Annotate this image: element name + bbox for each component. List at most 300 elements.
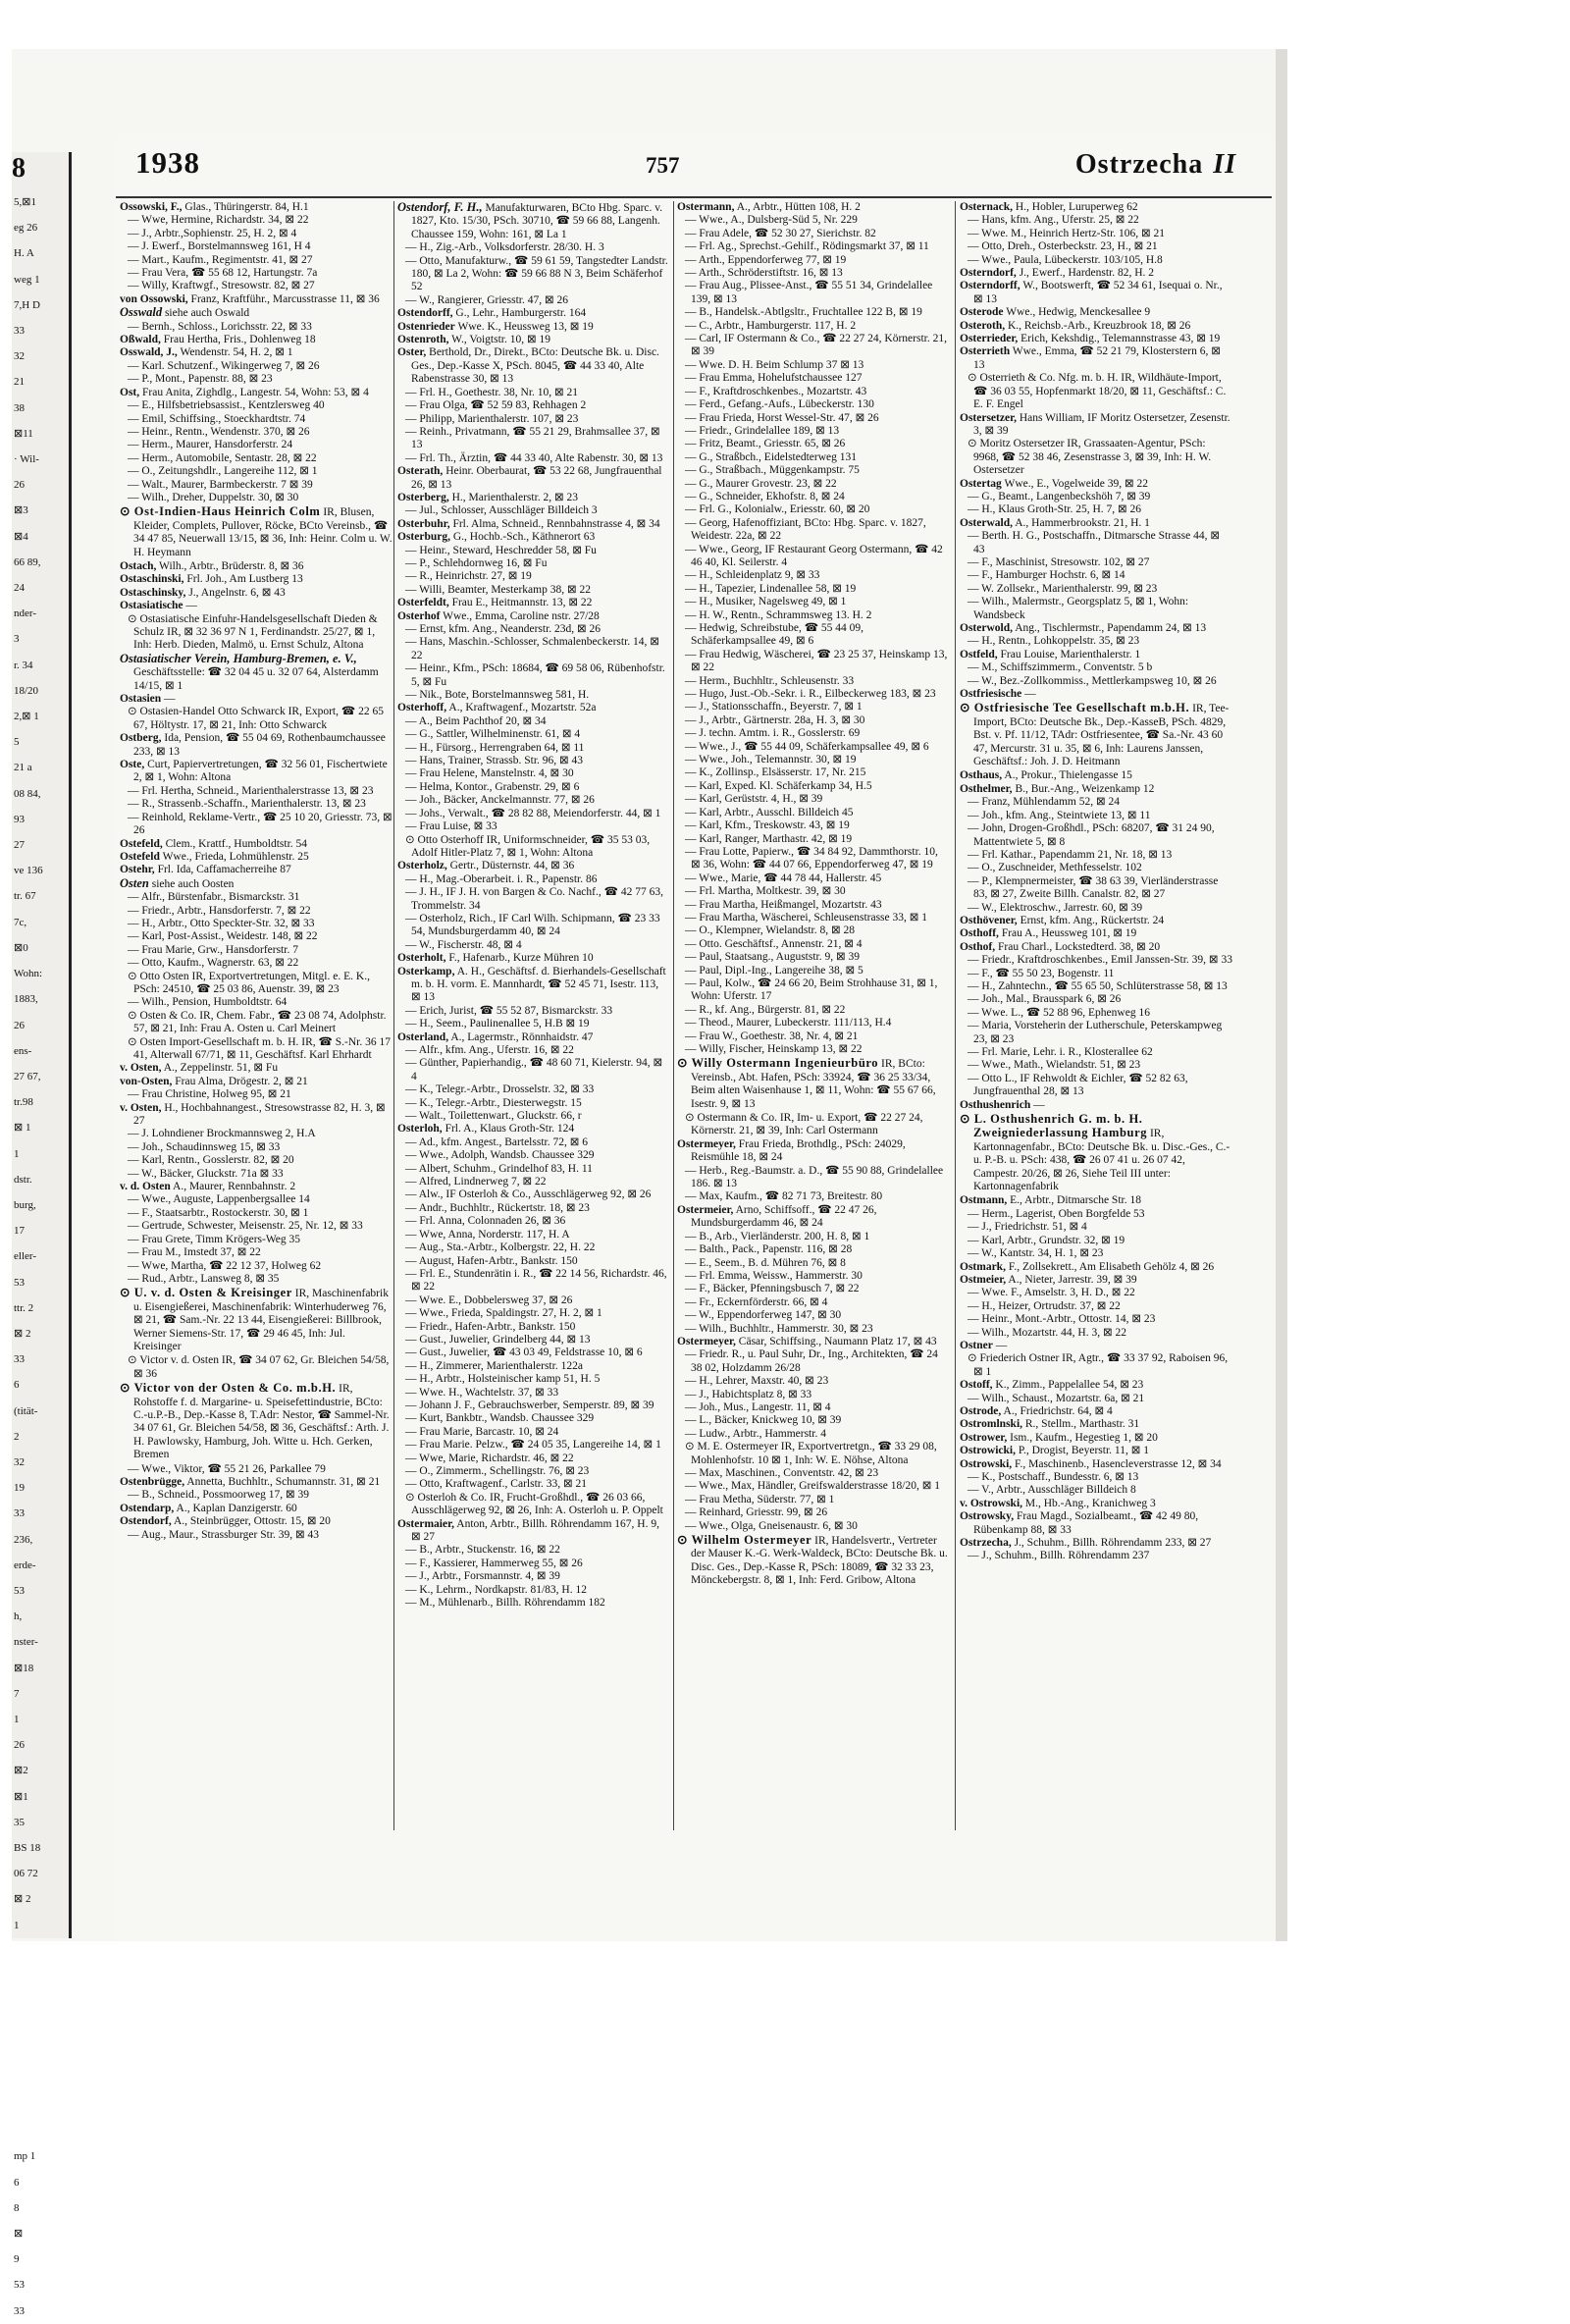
entry-detail: — Theod., Maurer, Lubeckerstr. 111/113, H.4 (685, 1017, 892, 1030)
directory-entry (120, 1463, 392, 1476)
directory-entry (397, 557, 670, 570)
entry-name: Ostrower, (960, 1431, 1008, 1444)
entry-name: Osthof, (960, 940, 996, 953)
entry-name: Ostendorf, (120, 1515, 172, 1528)
entry-detail: — J., Arbtr., Gärtnerstr. 28a, H. 3, ⊠ 30 (685, 713, 865, 726)
directory-entry (120, 864, 392, 876)
entry-detail: — Johs., Verwalt., ☎ 28 82 88, Meiendorferstr. 44, ⊠ 1 (405, 807, 661, 819)
facing-page-fragment: 35 (14, 1816, 25, 1828)
entry-detail: — Fritz, Beamt., Griesstr. 65, ⊠ 26 (685, 438, 846, 450)
directory-entry (397, 307, 670, 320)
entry-detail: Wwe., Frieda, Lohmühlenstr. 25 (162, 850, 309, 863)
entry-detail: — Otto, Kraftwagenf., Carlstr. 33, ⊠ 21 (405, 1478, 587, 1491)
directory-entry (960, 862, 1232, 874)
directory-entry (960, 1498, 1232, 1510)
entry-detail: — H., Mag.-Oberarbeit. i. R., Papenstr. 86 (405, 872, 598, 885)
directory-entry (397, 1057, 670, 1083)
directory-entry (397, 387, 670, 399)
page-number: 757 (646, 153, 680, 178)
facing-page-fragment: mp 1 (14, 2150, 36, 2163)
directory-entry (960, 306, 1232, 319)
facing-page-fragment: 7 (14, 1687, 20, 1700)
directory-entry (397, 702, 670, 714)
directory-entry (677, 688, 950, 701)
facing-page-fragment: 1 (14, 1713, 20, 1725)
entry-detail: — Frau Adele, ☎ 52 30 27, Sierichstr. 82 (685, 227, 876, 239)
entry-detail: — Frau Grete, Timm Krögers-Weg 35 (128, 1233, 301, 1245)
facing-page-fragment: 21 a (14, 762, 32, 774)
entry-detail: — Hans, Maschin.-Schlosser, Schmalenbeckerstr. 14, ⊠ 22 (405, 636, 659, 661)
entry-detail: — B., Arb., Vierländerstr. 200, H. 8, ⊠ 1 (685, 1230, 870, 1242)
entry-detail: Wwe., Emma, ☎ 52 21 79, Klosterstern 6, ⊠ 13 (973, 345, 1221, 371)
entry-detail: Frau Frieda, Brothdlg., PSch: 24029, Reismühle 18, ⊠ 24 (691, 1137, 906, 1164)
entry-detail: — J. Lohndiener Brockmannsweg 2, H.A (128, 1128, 316, 1140)
facing-page-fragment: H. A (14, 247, 34, 260)
directory-entry (960, 1471, 1232, 1484)
directory-entry (120, 957, 392, 970)
directory-entry (677, 386, 950, 398)
entry-detail: — Walt., Maurer, Barmbeckerstr. 7 ⊠ 39 (128, 478, 313, 491)
entry-name: Ostermeyer, (677, 1137, 736, 1150)
entry-name: Ostberg, (120, 732, 162, 745)
entry-detail: — O., Zeitungshdlr., Langereihe 112, ⊠ 1 (128, 465, 318, 478)
entry-detail: — P., Mont., Papenstr. 88, ⊠ 23 (128, 373, 273, 386)
entry-name: Osteroth, (960, 319, 1006, 332)
directory-entry (960, 1550, 1232, 1562)
directory-entry (120, 1193, 392, 1206)
entry-detail: Ang., Tischlermstr., Papendamm 24, ⊠ 13 (1015, 622, 1207, 634)
directory-entry (397, 1149, 670, 1162)
entry-detail: — Frau Emma, Hohelufstchaussee 127 (685, 372, 863, 385)
directory-entry (120, 1529, 392, 1542)
directory-entry (960, 769, 1232, 782)
entry-detail: — Frau Marie, Barcastr. 10, ⊠ 24 (405, 1425, 559, 1438)
entry-detail: Heinr. Oberbaurat, ☎ 53 22 68, Jungfrauenthal 26, ⊠ 13 (411, 465, 662, 491)
firm-entry (120, 505, 392, 559)
directory-entry (397, 636, 670, 662)
directory-entry (397, 1452, 670, 1465)
directory-entry (120, 1181, 392, 1193)
facing-page-fragment: ens- (14, 1044, 32, 1057)
entry-detail: Erich, Kekshdig., Telemannstrasse 43, ⊠ 19 (1020, 333, 1221, 345)
entry-detail: — Frl. Martha, Moltkestr. 39, ⊠ 30 (685, 885, 846, 898)
entry-detail: — Otto, Kaufm., Wagnerstr. 63, ⊠ 22 (128, 957, 299, 970)
directory-entry (677, 1138, 950, 1165)
directory-entry (120, 1062, 392, 1075)
entry-name: Osterwold, (960, 622, 1013, 634)
entry-detail: — Alfred, Lindnerweg 7, ⊠ 22 (405, 1176, 547, 1188)
directory-entry (120, 306, 392, 320)
directory-entry (120, 930, 392, 943)
directory-entry (397, 1136, 670, 1149)
directory-entry (677, 1506, 950, 1519)
entry-detail: — Aug., Maur., Strassburger Str. 39, ⊠ 43 (128, 1528, 320, 1541)
facing-page-fragment: 18/20 (14, 684, 39, 697)
directory-entry (677, 1231, 950, 1243)
facing-page-fragment: erde- (14, 1558, 36, 1571)
entry-detail: Frau Alma, Drögestr. 2, ⊠ 21 (175, 1075, 308, 1087)
directory-entry (397, 1241, 670, 1254)
directory-entry (397, 662, 670, 689)
directory-entry (397, 913, 670, 939)
entry-detail: Ism., Kaufm., Hegestieg 1, ⊠ 20 (1010, 1431, 1158, 1444)
directory-entry (397, 1584, 670, 1597)
entry-name: ⊙ Ost-Indien-Haus Heinrich Colm (120, 504, 321, 519)
facing-page-fragment: eller- (14, 1250, 36, 1263)
entry-detail: — Wwe. E., Dobbelersweg 37, ⊠ 26 (405, 1294, 573, 1306)
entry-detail: Frau Louise, Marienthalerstr. 1 (1000, 648, 1141, 660)
entry-detail: — H., Zig.-Arb., Volksdorferstr. 28/30. H. 3 (405, 241, 604, 254)
entry-detail: — H., Rentn., Lohkoppelstr. 35, ⊠ 23 (968, 635, 1140, 648)
directory-entry (397, 860, 670, 872)
entry-detail: — V., Arbtr., Ausschläger Billdeich 8 (968, 1484, 1136, 1497)
directory-entry (397, 1018, 670, 1030)
directory-entry (120, 1354, 392, 1381)
entry-detail: — Herm., Lagerist, Oben Borgfelde 53 (968, 1207, 1145, 1220)
entry-detail: ⊙ Moritz Ostersetzer IR, Grassaaten-Agentur, PSch: 9968, ☎ 52 38 46, Zesenstrasse 3, ⊠ 39, Inh: H. W. Ostersetzer (968, 438, 1212, 477)
directory-entry (677, 951, 950, 964)
entry-detail: — K., Telegr.-Arbtr., Drosselstr. 32, ⊠ 33 (405, 1083, 595, 1096)
directory-entry (677, 412, 950, 425)
entry-detail: — F., Kraftdroschkenbes., Mozartstr. 43 (685, 385, 867, 397)
directory-entry (120, 439, 392, 451)
entry-detail: — Joh., Mal., Brausspark 6, ⊠ 26 (968, 993, 1122, 1006)
entry-detail: — Joh., Mus., Langestr. 11, ⊠ 4 (685, 1400, 831, 1413)
entry-detail: — Herm., Maurer, Hansdorferstr. 24 (128, 439, 293, 451)
directory-entry (120, 346, 392, 359)
entry-name: Ostenroth, (397, 334, 449, 346)
entry-detail: — R., Strassenb.-Schaffn., Marienthalerstr. 13, ⊠ 23 (128, 798, 366, 811)
directory-entry (960, 941, 1232, 954)
entry-detail: — Alfr., kfm. Ang., Uferstr. 16, ⊠ 22 (405, 1044, 574, 1056)
directory-entry (960, 1208, 1232, 1221)
directory-entry (120, 1010, 392, 1036)
entry-name: Ostermann, (677, 201, 735, 213)
entry-name: Ostersetzer, (960, 411, 1017, 424)
directory-entry (397, 452, 670, 465)
directory-entry (677, 517, 950, 544)
entry-detail: — Hans, Trainer, Strassb. Str. 96, ⊠ 43 (405, 755, 584, 767)
facing-page-fragment: 3 (14, 633, 20, 646)
directory-entry (397, 426, 670, 452)
directory-entry (677, 649, 950, 675)
entry-detail: — Karl, Post-Assist., Weidestr. 148, ⊠ 22 (128, 930, 318, 943)
directory-column-4 (960, 201, 1232, 1830)
entry-name: Ostasiatische (120, 600, 183, 612)
directory-entry (960, 1287, 1232, 1299)
directory-entry (960, 927, 1232, 940)
entry-detail: — G., Beamt., Langenbeckshöh 7, ⊠ 39 (968, 490, 1151, 502)
directory-entry (120, 1273, 392, 1286)
directory-entry (120, 201, 392, 214)
directory-entry (397, 1163, 670, 1176)
directory-entry (397, 873, 670, 886)
directory-entry (677, 701, 950, 713)
directory-entry (960, 1235, 1232, 1247)
entry-detail: — Friedr., Hafen-Arbtr., Bankstr. 150 (405, 1320, 576, 1333)
directory-entry (677, 1283, 950, 1295)
entry-detail: — P., Schlehdornweg 16, ⊠ Fu (405, 556, 548, 569)
directory-entry (960, 968, 1232, 980)
entry-detail: — Karl, Arbtr., Grundstr. 32, ⊠ 19 (968, 1234, 1125, 1246)
directory-entry (677, 819, 950, 832)
directory-entry (960, 556, 1232, 569)
directory-entry (120, 280, 392, 292)
directory-entry (960, 675, 1232, 688)
entry-detail: — Andr., Buchhltr., Rückertstr. 18, ⊠ 23 (405, 1201, 590, 1214)
entry-name: Ostasien (120, 693, 162, 706)
facing-page-fragment: 7,H D (14, 298, 40, 311)
entry-detail: — Wwe. L., ☎ 52 88 96, Ephenweg 16 (968, 1006, 1150, 1019)
entry-name: Osthövener, (960, 914, 1018, 926)
directory-entry (397, 518, 670, 531)
directory-entry (677, 1190, 950, 1203)
entry-detail: — B., Arbtr., Stuckenstr. 16, ⊠ 22 (405, 1544, 560, 1557)
entry-detail: Ida, Pension, ☎ 55 04 69, Rothenbaumchaussee 233, ⊠ 13 (133, 732, 386, 758)
directory-entry (397, 504, 670, 517)
entry-detail: Arno, Schiffsoff., ☎ 22 47 26, Mundsburgerdamm 46, ⊠ 24 (691, 1203, 877, 1230)
entry-detail: — Frl. Hertha, Schneid., Marienthalerstrasse 13, ⊠ 23 (128, 784, 374, 797)
entry-detail: — R., Heinrichstr. 27, ⊠ 19 (405, 570, 532, 583)
directory-entry (120, 838, 392, 851)
directory-entry (960, 1247, 1232, 1260)
directory-entry (677, 1520, 950, 1533)
entry-detail: ⊙ Friederich Ostner IR, Agtr., ☎ 33 37 92, Raboisen 96, ⊠ 1 (968, 1352, 1229, 1378)
volume-number: II (1213, 149, 1236, 180)
directory-entry (397, 1478, 670, 1491)
entry-name: Ostmann, (960, 1194, 1008, 1207)
entry-detail: — Wilh., Mozartstr. 44, H. 3, ⊠ 22 (968, 1326, 1126, 1339)
directory-entry (397, 610, 670, 623)
header-rule (116, 196, 1272, 198)
entry-detail: — Joh., kfm. Ang., Steintwiete 13, ⊠ 11 (968, 809, 1151, 821)
directory-entry (677, 478, 950, 491)
facing-page-fragment: 26 (14, 479, 25, 492)
directory-entry (677, 398, 950, 411)
entry-detail: — H., Heizer, Ortrudstr. 37, ⊠ 22 (968, 1299, 1121, 1312)
directory-entry (677, 1204, 950, 1231)
directory-entry (677, 1112, 950, 1138)
entry-detail: — Heinr., Rentn., Wendenstr. 370, ⊠ 26 (128, 425, 310, 438)
directory-entry (397, 531, 670, 544)
directory-entry (397, 1110, 670, 1123)
entry-detail: — (1024, 688, 1036, 701)
facing-page-fragment: 53 (14, 2279, 25, 2292)
directory-entry (677, 609, 950, 622)
page-header (116, 145, 1276, 185)
entry-name: Ostrowski, (960, 1457, 1013, 1470)
entry-detail: — Karl, Exped. Kl. Schäferkamp 34, H.5 (685, 779, 872, 792)
entry-name: v. d. Osten (120, 1181, 171, 1193)
facing-page-fragment: 19 (14, 1482, 25, 1495)
directory-entry (397, 1387, 670, 1400)
entry-detail: — Frau Vera, ☎ 55 68 12, Hartungstr. 7a (128, 267, 318, 280)
entry-detail: — H., Seem., Paulinenallee 5, H.B ⊠ 19 (405, 1018, 590, 1030)
directory-entry (120, 492, 392, 504)
directory-entry (677, 267, 950, 280)
directory-entry (397, 1373, 670, 1386)
directory-entry (397, 808, 670, 820)
entry-detail: — P., Klempnermeister, ☎ 38 63 39, Vierländerstrasse 83, ⊠ 27, Zweite Billh. Canalstr. 82, ⊠ 27 (968, 874, 1219, 901)
entry-detail: IR, Handelsvertr., Vertreter der Mauser K.-G. Werk-Waldeck, BCto: Deutsche Bk. u. Disc. Ges., Dep.-Kasse R, PSch: 18089, ☎ 32 33 23, Mönckebergstr. 8, ⊠ 1, Inh: Ferd. Gribow, Altona (691, 1535, 948, 1587)
directory-entry (397, 1031, 670, 1044)
directory-entry (677, 977, 950, 1004)
directory-entry (677, 1043, 950, 1056)
directory-entry (120, 905, 392, 918)
entry-detail: — Frau Metha, Süderstr. 77, ⊠ 1 (685, 1493, 835, 1505)
directory-entry (960, 240, 1232, 253)
directory-entry (120, 240, 392, 253)
facing-page-fragment: · Wil- (14, 453, 39, 466)
entry-detail: — Carl, IF Ostermann & Co., ☎ 22 27 24, Körnerstr. 21, ⊠ 39 (685, 333, 947, 358)
column-rule (393, 201, 394, 1830)
facing-page-fragment: BS 18 (14, 1842, 41, 1854)
directory-entry (677, 1004, 950, 1017)
directory-entry (397, 715, 670, 728)
entry-name: Ostaschinski, (120, 573, 184, 586)
entry-detail: A., Kraftwagenf., Mozartstr. 52a (448, 702, 597, 714)
entry-detail: Glas., Thüringerstr. 84, H.1 (184, 201, 309, 213)
entry-detail: IR, Blusen, Kleider, Complets, Pullover, Röcke, BCto Vereinsb., ☎ 34 47 85, Neuerwall 13/15, ⊠ 36, Inh: Heinr. Colm u. W. H. Heymann (133, 506, 392, 558)
running-head (1075, 149, 1236, 181)
directory-entry (120, 560, 392, 573)
facing-page-fragment: 1 (14, 1919, 20, 1931)
directory-entry (397, 1268, 670, 1294)
entry-name: Oster, (397, 346, 427, 359)
entry-name: Osterfeldt, (397, 597, 449, 609)
directory-entry (960, 1313, 1232, 1326)
directory-entry (677, 807, 950, 819)
directory-entry (120, 413, 392, 426)
entry-detail: — Frau Marie. Pelzw., ☎ 24 05 35, Langereihe 14, ⊠ 1 (405, 1439, 661, 1452)
firm-entry (960, 1113, 1232, 1193)
entry-detail: — Wwe., A., Dulsberg-Süd 5, Nr. 229 (685, 214, 858, 227)
entry-detail: — O., Klempner, Wielandstr. 8, ⊠ 28 (685, 924, 855, 937)
entry-name: Osterode (960, 306, 1004, 319)
entry-detail: — Maria, Vorsteherin der Lutherschule, Peterskampweg 23, ⊠ 23 (968, 1020, 1223, 1045)
directory-entry (397, 767, 670, 780)
entry-detail: — Wilh., Dreher, Duppelstr. 30, ⊠ 30 (128, 491, 299, 503)
directory-entry (397, 755, 670, 767)
directory-entry (960, 267, 1232, 280)
entry-detail: — W., Rangierer, Griesstr. 47, ⊠ 26 (405, 293, 569, 306)
entry-detail: — August, Hafen-Arbtr., Bankstr. 150 (405, 1254, 578, 1267)
facing-page-fragment: 32 (14, 350, 25, 363)
facing-page-fragment: 27 (14, 839, 25, 852)
directory-entry (397, 1400, 670, 1412)
entry-detail: — Frl. Kathar., Papendamm 21, Nr. 18, ⊠ 13 (968, 848, 1173, 861)
facing-page-fragment: 24 (14, 582, 25, 595)
entry-detail: Frau A., Heussweg 101, ⊠ 19 (1001, 927, 1137, 940)
directory-entry (960, 320, 1232, 333)
entry-detail: A., Hammerbrookstr. 21, H. 1 (1015, 516, 1150, 529)
entry-detail: — Frl. Emma, Weissw., Hammerstr. 30 (685, 1269, 863, 1282)
directory-entry (397, 689, 670, 702)
scan-right-edge (1276, 49, 1287, 1943)
directory-entry (677, 1165, 950, 1191)
entry-detail: — Willy, Fischer, Heinskamp 13, ⊠ 22 (685, 1043, 863, 1055)
firm-entry (960, 702, 1232, 768)
entry-detail: — Heinr., Mont.-Arbtr., Ottostr. 14, ⊠ 23 (968, 1313, 1156, 1326)
entry-detail: — W., Fischerstr. 48, ⊠ 4 (405, 938, 522, 951)
directory-entry (960, 333, 1232, 345)
facing-page-fragment: 27 67, (14, 1070, 41, 1083)
facing-page-fragment: 53 (14, 1276, 25, 1289)
entry-detail: G., Lehr., Hamburgerstr. 164 (455, 307, 587, 320)
entry-detail: — Johann J. F., Gebrauchswerber, Semperstr. 89, ⊠ 39 (405, 1399, 654, 1411)
directory-entry (677, 451, 950, 464)
directory-entry (677, 1480, 950, 1493)
entry-detail: — Aug., Sta.-Arbtr., Kolbergstr. 22, H. 22 (405, 1241, 596, 1254)
entry-name: Ostefeld (120, 850, 160, 863)
entry-detail: — Frau Hedwig, Wäscherei, ☎ 23 25 37, Heinskamp 13, ⊠ 22 (685, 648, 948, 674)
directory-entry (397, 584, 670, 597)
entry-detail: — Emil, Schiffsing., Stoeckhardtstr. 74 (128, 412, 306, 425)
directory-entry (677, 872, 950, 885)
directory-entry (120, 693, 392, 706)
directory-entry (960, 796, 1232, 809)
entry-detail: — R., kf. Ang., Bürgerstr. 81, ⊠ 22 (685, 1003, 846, 1016)
entry-detail: — Wwe., Adolph, Wandsb. Chaussee 329 (405, 1149, 595, 1162)
facing-page-fragment: burg, (14, 1198, 36, 1211)
facing-page-fragment: 2,⊠ 1 (14, 711, 39, 723)
entry-detail: — Frl. E., Stundenrätin i. R., ☎ 22 14 56, Richardstr. 46, ⊠ 22 (405, 1267, 667, 1294)
directory-entry (960, 822, 1232, 849)
entry-name: Ostrowsky, (960, 1510, 1015, 1523)
entry-detail: — (1033, 1098, 1045, 1111)
entry-detail: — H. W., Rentn., Schrammsweg 13. H. 2 (685, 608, 872, 621)
entry-name: Ostenbrügge, (120, 1476, 185, 1488)
entry-name: Osterath, (397, 465, 444, 478)
entry-detail: — Friedr., Grindelallee 189, ⊠ 13 (685, 424, 840, 437)
entry-detail: — Friedr., Kraftdroschkenbes., Emil Janssen-Str. 39, ⊠ 33 (968, 954, 1232, 967)
entry-detail: Frl. Joh., Am Lustberg 13 (186, 573, 303, 586)
directory-entry (397, 1123, 670, 1136)
directory-entry (120, 399, 392, 412)
directory-entry (120, 1260, 392, 1273)
directory-entry (960, 569, 1232, 582)
directory-entry (677, 569, 950, 582)
entry-detail: ⊙ Ostasien-Handel Otto Schwarck IR, Export, ☎ 22 65 67, Höltystr. 17, ⊠ 21, Inh: Otto Schwarck (128, 706, 384, 731)
entry-detail: — Willi, Beamter, Mesterkamp 38, ⊠ 22 (405, 583, 591, 596)
entry-name: Ostrowicki, (960, 1445, 1016, 1457)
entry-detail: — Wwe., Joh., Telemannstr. 30, ⊠ 19 (685, 754, 857, 766)
directory-entry (397, 201, 670, 241)
entry-detail: A., Steinbrügger, Ottostr. 15, ⊠ 20 (173, 1515, 331, 1528)
entry-detail: Cäsar, Schiffsing., Naumann Platz 17, ⊠ 43 (738, 1335, 937, 1347)
facing-page-fragment: ⊠1 (14, 1790, 28, 1803)
directory-entry (677, 714, 950, 727)
directory-entry (120, 613, 392, 653)
directory-entry (120, 1102, 392, 1129)
directory-entry (120, 1141, 392, 1154)
entry-detail: — J. techn. Amtm. i. R., Gosslerstr. 69 (685, 727, 861, 740)
directory-entry (677, 938, 950, 951)
directory-entry (960, 875, 1232, 902)
facing-page-fragment: 33 (14, 325, 25, 338)
directory-entry (397, 728, 670, 741)
entry-detail: — Frl. Marie, Lehr. i. R., Klosterallee 62 (968, 1046, 1153, 1058)
entry-detail: — Hans, kfm. Ang., Uferstr. 25, ⊠ 22 (968, 214, 1139, 227)
entry-detail: — Karl, Arbtr., Ausschl. Billdeich 45 (685, 806, 854, 819)
directory-entry (120, 944, 392, 957)
directory-entry (397, 1347, 670, 1359)
directory-entry (120, 706, 392, 732)
directory-entry (960, 1194, 1232, 1207)
entry-detail: — G., Straßbach., Müggenkampstr. 75 (685, 464, 860, 477)
entry-detail: Frau E., Heitmannstr. 13, ⊠ 22 (451, 597, 593, 609)
entry-detail: Frau Charl., Lockstedterd. 38, ⊠ 20 (997, 940, 1161, 953)
